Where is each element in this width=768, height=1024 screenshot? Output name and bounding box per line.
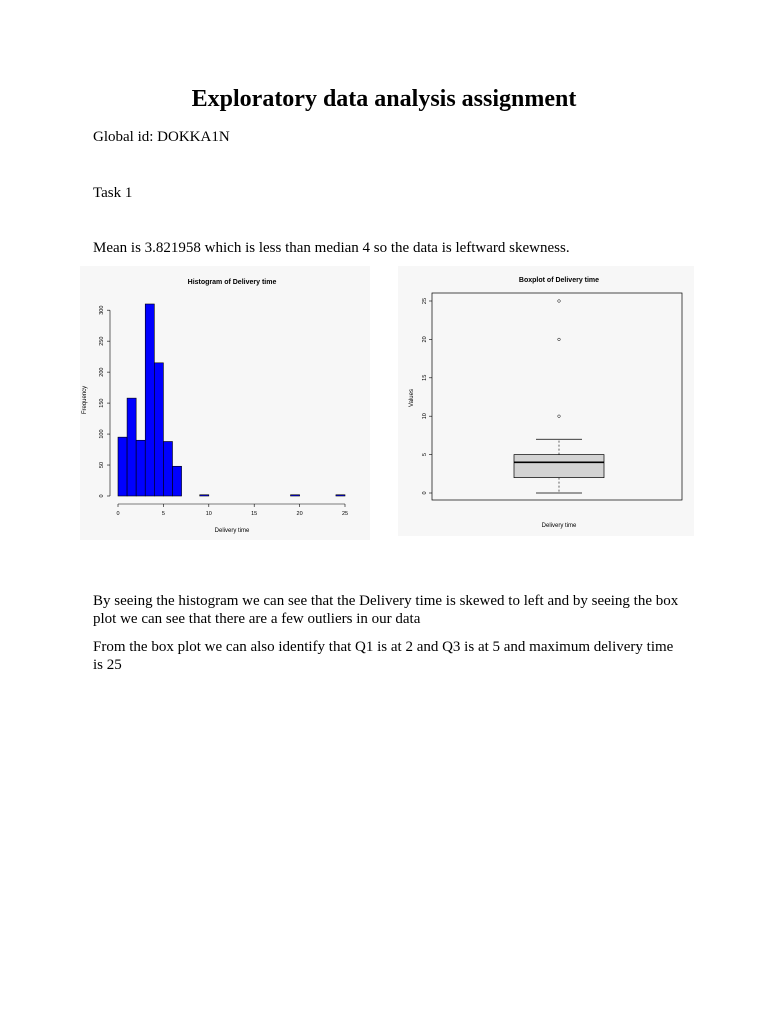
histogram-x-tick-label: 25 xyxy=(341,511,349,517)
boxplot-y-tick-label: 20 xyxy=(422,336,428,343)
histogram-y-tick-label: 150 xyxy=(99,398,105,408)
histogram-bar xyxy=(291,495,300,496)
histogram-y-tick-label: 300 xyxy=(99,305,105,315)
histogram-bar xyxy=(163,441,172,496)
boxplot-ylabel: Values xyxy=(409,389,415,407)
boxplot-y-tick-label: 15 xyxy=(422,374,428,381)
global-id: Global id: DOKKA1N xyxy=(93,129,230,145)
histogram-bar xyxy=(336,495,345,496)
boxplot-xlabel: Delivery time xyxy=(541,523,577,529)
histogram-x-tick-label: 0 xyxy=(116,511,120,517)
histogram-xlabel: Delivery time xyxy=(214,528,250,534)
histogram-y-tick-label: 50 xyxy=(99,461,105,469)
histogram-ylabel: Frequency xyxy=(82,385,88,415)
histogram-x-tick-label: 10 xyxy=(205,511,212,517)
histogram-y-tick-label: 0 xyxy=(99,494,105,498)
boxplot-outlier xyxy=(558,300,561,303)
boxplot-title: Boxplot of Delivery time xyxy=(518,277,600,284)
boxplot-chart xyxy=(398,266,694,536)
histogram-title: Histogram of Delivery time xyxy=(187,279,277,286)
boxplot-box xyxy=(514,455,604,478)
histogram-bar xyxy=(118,437,127,496)
histogram-y-tick-label: 100 xyxy=(99,429,105,439)
boxplot-y-tick-label: 10 xyxy=(422,413,428,420)
histogram-y-tick-label: 250 xyxy=(99,336,105,346)
task-heading: Task 1 xyxy=(93,185,133,201)
histogram-x-tick-label: 5 xyxy=(161,511,165,517)
histogram-bar xyxy=(136,440,145,496)
boxplot-outlier xyxy=(558,338,561,341)
histogram-y-tick-label: 200 xyxy=(99,367,105,377)
histogram-figure xyxy=(80,266,370,540)
boxplot-y-tick-label: 5 xyxy=(422,453,428,457)
boxplot-figure xyxy=(398,266,694,536)
histogram-chart xyxy=(80,266,370,540)
document-title: Exploratory data analysis assignment xyxy=(191,86,577,112)
boxplot-y-tick-label: 0 xyxy=(422,491,428,495)
paragraph-histogram-boxplot: By seeing the histogram we can see that the Delivery time is skewed to left and by seeing the box plot we can see that there are a few outliers in our data xyxy=(93,593,679,627)
histogram-bar xyxy=(127,398,136,496)
histogram-bar xyxy=(145,304,154,496)
histogram-bar xyxy=(172,466,181,496)
boxplot-y-tick-label: 25 xyxy=(422,297,428,305)
mean-statement: Mean is 3.821958 which is less than median 4 so the data is leftward skewness. xyxy=(93,240,570,256)
boxplot-outlier xyxy=(558,415,561,418)
paragraph-quartiles: From the box plot we can also identify that Q1 is at 2 and Q3 is at 5 and maximum delivery time is 25 xyxy=(93,639,674,673)
histogram-x-tick-label: 20 xyxy=(296,511,303,517)
histogram-bar xyxy=(154,363,163,496)
histogram-bar xyxy=(200,495,209,496)
histogram-x-tick-label: 15 xyxy=(251,511,258,517)
